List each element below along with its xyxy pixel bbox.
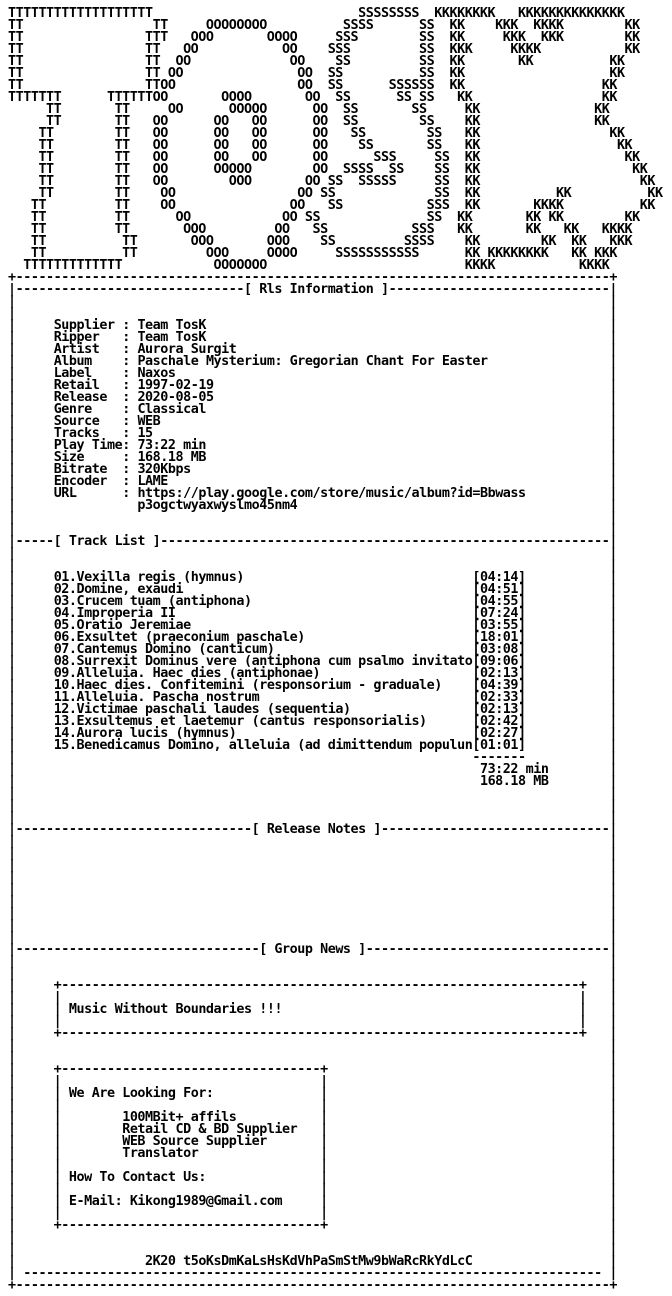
looking-box-blank: | | | | — [8, 1074, 617, 1089]
track-row: | 01.Vexilla regis (hymnus) [04:14] | — [8, 570, 617, 585]
looking-for-entry: WEB Source Supplier — [122, 1134, 267, 1149]
blank-line: | | — [8, 846, 617, 861]
logo-art-row: TT TTT OOO OOOO SSS SS KK KKK KKK KK — [8, 30, 640, 45]
info-label: Tracks — [53, 426, 123, 441]
track-time: [02:13] — [472, 702, 526, 717]
info-value: 320Kbps — [137, 462, 191, 477]
totals-divider: | ------- | — [8, 750, 617, 765]
blank-line: | | — [8, 546, 617, 561]
logo-art-row: TT TT OO OO SSS SS KKK KKKK KK — [8, 42, 640, 57]
track-title: 07.Cantemus Domino (canticum) — [53, 642, 275, 657]
logo-art-row: TT TT OO OOO OO SS SSSSS SS KK KK — [8, 174, 656, 189]
blank-line: | | — [8, 966, 617, 981]
info-row: | Artist : Aurora Surgit | — [8, 342, 617, 357]
blank-line: | | — [8, 1242, 617, 1257]
info-value: 1997-02-19 — [137, 378, 214, 393]
blank-line: | | — [8, 954, 617, 969]
info-label: Size — [53, 450, 123, 465]
blank-line: | | — [8, 918, 617, 933]
logo-art-row: TT TT OO OO SS SSS KK KKKK KK — [8, 198, 656, 213]
looking-for-entry: Translator — [122, 1146, 199, 1161]
info-row: | Size : 168.18 MB | — [8, 450, 617, 465]
looking-box-blank: | | | | — [8, 1206, 617, 1221]
track-time: [02:13] — [472, 666, 526, 681]
info-label: Release — [53, 390, 123, 405]
logo-art-row: TT TT OO OO SS SS KK KK KK — [8, 186, 663, 201]
info-label: Ripper — [53, 330, 123, 345]
motto-box-blank: | | | | — [8, 1014, 617, 1029]
totals-time: | 73:22 min | — [8, 762, 617, 777]
info-value: Aurora Surgit — [137, 342, 237, 357]
info-label: Artist — [53, 342, 123, 357]
blank-line: | | — [8, 1230, 617, 1245]
looking-box-bottom: | +----------------------------------+ | — [8, 1218, 617, 1233]
motto-box-blank: | | | | — [8, 990, 617, 1005]
track-time: [09:06] — [472, 654, 526, 669]
total-size: 168.18 MB — [479, 774, 549, 789]
blank-line: | | — [8, 894, 617, 909]
info-row: | URL : https://play.google.com/store/music/album?id=Bbwass | — [8, 486, 617, 501]
release-notes-heading: |-------------------------------[ Release Notes ]------------------------------| — [8, 822, 617, 837]
track-time: [04:51] — [472, 582, 526, 597]
info-row: | Bitrate : 320Kbps | — [8, 462, 617, 477]
track-title: 01.Vexilla regis (hymnus) — [53, 570, 244, 585]
footer-signature-row: | 2K20 t5oKsDmKaLsHsKdVhPaSmStMw9bWaRcRkYdLcC | — [8, 1254, 617, 1269]
motto-box-top: | +--------------------------------------------------------------------+ | — [8, 978, 617, 993]
track-title: 12.Victimae paschali laudes (sequentia) — [53, 702, 351, 717]
track-title: 06.Exsultet (praeconium paschale) — [53, 630, 305, 645]
frame-bottom: +------------------------------------------------------------------------------+ — [8, 1278, 617, 1293]
info-value: Paschale Mysterium: Gregorian Chant For Easter — [137, 354, 488, 369]
track-title: 10.Haec dies. Confitemini (responsorium - graduale) — [53, 678, 442, 693]
track-row: | 02.Domine, exaudi [04:51] | — [8, 582, 617, 597]
track-time: [04:39] — [472, 678, 526, 693]
release-notes-heading-title: [ Release Notes ] — [251, 822, 381, 837]
track-row: | 06.Exsultet (praeconium paschale) [18:01] | — [8, 630, 617, 645]
info-row: | Genre : Classical | — [8, 402, 617, 417]
nfo-document — [8, 8, 663, 1292]
info-value: 168.18 MB — [137, 450, 206, 465]
track-row: | 15.Benedicamus Domino, alleluia (ad dimittendum populun[01:01] | — [8, 738, 617, 753]
blank-line: | | — [8, 870, 617, 885]
track-list-heading-title: [ Track List ] — [53, 534, 161, 549]
info-label: Play Time — [53, 438, 123, 453]
group-news-heading: |--------------------------------[ Group News ]--------------------------------| — [8, 942, 617, 957]
info-row: | Play Time: 73:22 min | — [8, 438, 617, 453]
track-time: [02:42] — [472, 714, 526, 729]
url-continued: p3ogctwyaxwyslmo45nm4 — [137, 498, 298, 513]
logo-art-row: TT TT OOOOOOOO SSSS SS KK KKK KKKK KK — [8, 18, 640, 33]
blank-line: | | — [8, 306, 617, 321]
logo-art-row: TT TT OOO OOOO SSSSSSSSSSS KK KKKKKKKK KK KKK — [8, 246, 617, 261]
track-time: [04:55] — [472, 594, 526, 609]
logo-art-row: TT TTOO OO SS SSSSSS KK KK — [8, 78, 617, 93]
group-news-heading-title: [ Group News ] — [259, 942, 366, 957]
info-value: Team TosK — [137, 330, 206, 345]
track-row: | 08.Surrexit Dominus vere (antiphona cum psalmo invitato[09:06] | — [8, 654, 617, 669]
logo-art-row: TTTTTTTTTTTTTTTTTTT SSSSSSSS KKKKKKKK KKKKKKKKKKKKKK — [8, 6, 625, 21]
motto-box-line: | | Music Without Boundaries !!! | | — [8, 1002, 617, 1017]
info-value: 2020-08-05 — [137, 390, 214, 405]
footer-frame-inner: | ---------------------------------------------------------------------------- | — [8, 1266, 617, 1281]
looking-box-blank: | | | | — [8, 1158, 617, 1173]
info-value: https://play.google.com/store/music/album?id=Bbwass — [137, 486, 526, 501]
info-row: | Label : Naxos | — [8, 366, 617, 381]
logo-art-row: TT TT OO OO OO OO SSS SS KK KK — [8, 150, 640, 165]
track-title: 09.Alleluia. Haec dies (antiphonae) — [53, 666, 321, 681]
track-time: [02:33] — [472, 690, 526, 705]
looking-box-blank: | | | | — [8, 1098, 617, 1113]
logo-art-row: TT TT OOO OOO SS SSSS KK KK KK KKK — [8, 234, 633, 249]
track-row: | 03.Crucem tuam (antiphona) [04:55] | — [8, 594, 617, 609]
blank-line: | | — [8, 834, 617, 849]
info-value: Classical — [137, 402, 206, 417]
blank-line: | | — [8, 882, 617, 897]
blank-line: | | — [8, 558, 617, 573]
track-row: | 14.Aurora lucis (hymnus) [02:27] | — [8, 726, 617, 741]
email-row: | | E-Mail: Kikong1989@Gmail.com | | — [8, 1194, 617, 1209]
info-label: Supplier — [53, 318, 123, 333]
track-list-heading: |-----[ Track List ]-----------------------------------------------------------| — [8, 534, 617, 549]
info-row: | Retail : 1997-02-19 | — [8, 378, 617, 393]
rls-information-heading: |------------------------------[ Rls Information ]-----------------------------| — [8, 282, 617, 297]
logo-art-row: TT TT OOO OO SS SSS KK KK KK KKKK — [8, 222, 633, 237]
info-label: Retail — [53, 378, 123, 393]
info-row: | Tracks : 15 | — [8, 426, 617, 441]
track-row: | 09.Alleluia. Haec dies (antiphonae) [02:13] | — [8, 666, 617, 681]
track-time: [18:01] — [472, 630, 526, 645]
blank-line: | | — [8, 294, 617, 309]
looking-for-heading: We Are Looking For: — [68, 1086, 214, 1101]
info-label: Album — [53, 354, 123, 369]
info-value: 15 — [137, 426, 153, 441]
track-row: | 12.Victimae paschali laudes (sequentia) [02:13] | — [8, 702, 617, 717]
looking-for-item: | | Translator | | — [8, 1146, 617, 1161]
logo-art-row: TTTTTTT TTTTTTOO OOOO OO SS SS SS KK KK — [8, 90, 617, 105]
track-time: [04:14] — [472, 570, 526, 585]
track-row: | 11.Alleluia. Pascha nostrum [02:33] | — [8, 690, 617, 705]
info-value: 73:22 min — [137, 438, 206, 453]
contact-heading-row: | | How To Contact Us: | | — [8, 1170, 617, 1185]
track-time: [01:01] — [472, 738, 526, 753]
track-title: 11.Alleluia. Pascha nostrum — [53, 690, 260, 705]
info-row: | Supplier : Team TosK | — [8, 318, 617, 333]
group-motto: Music Without Boundaries !!! — [68, 1002, 283, 1017]
blank-line: | | — [8, 1038, 617, 1053]
contact-heading: How To Contact Us: — [68, 1170, 206, 1185]
blank-line: | | — [8, 906, 617, 921]
track-title: 04.Improperia II — [53, 606, 176, 621]
info-row: | Ripper : Team TosK | — [8, 330, 617, 345]
looking-for-entry: 100MBit+ affils — [122, 1110, 237, 1125]
track-row: | 05.Oratio Jeremiae [03:55] | — [8, 618, 617, 633]
motto-box-bottom: | +--------------------------------------------------------------------+ | — [8, 1026, 617, 1041]
looking-heading-row: | | We Are Looking For: | | — [8, 1086, 618, 1101]
logo-art-row: TT TT OO OOOOO OO SSSS SS SS KK KK — [8, 162, 648, 177]
track-title: 13.Exsultemus et laetemur (cantus responsorialis) — [53, 714, 427, 729]
info-row: | Release : 2020-08-05 | — [8, 390, 617, 405]
blank-line: | | — [8, 522, 617, 537]
logo-art-row: TT TT OO OO OO OO SS SS KK KK — [8, 138, 633, 153]
info-row: | Album : Paschale Mysterium: Gregorian Chant For Easter | — [8, 354, 617, 369]
frame-top: +------------------------------------------------------------------------------+ — [8, 270, 617, 285]
logo-art-row: TT TT OO OO SS SS KK KK KK KK — [8, 210, 640, 225]
track-time: [03:08] — [472, 642, 526, 657]
logo-art-row: TT TT OO OO OO OO SS SS KK KK — [8, 126, 625, 141]
blank-line: | | — [8, 510, 617, 525]
track-title: 14.Aurora lucis (hymnus) — [53, 726, 237, 741]
info-row: | Encoder : LAME | — [8, 474, 617, 489]
blank-line: | | — [8, 786, 617, 801]
total-play-time: 73:22 min — [479, 762, 549, 777]
logo-art-row: TTTTTTTTTTTTT OOOOOOO KKKK KKKK — [8, 258, 610, 273]
track-time: [02:27] — [472, 726, 526, 741]
info-label: URL — [53, 486, 123, 501]
blank-line: | | — [8, 798, 617, 813]
info-label: Encoder — [53, 474, 123, 489]
logo-art-row: TT TT OO OO SS SS KK KK KK — [8, 54, 625, 69]
totals-size: | 168.18 MB | — [8, 774, 617, 789]
blank-line: | | — [8, 930, 617, 945]
info-label: Source — [53, 414, 123, 429]
looking-for-item: | | Retail CD & BD Supplier | | — [8, 1122, 617, 1137]
blank-line: | | — [8, 1050, 617, 1065]
logo-art-row: TT TT OO OO SS SS KK KK — [8, 66, 625, 81]
info-label: Bitrate — [53, 462, 123, 477]
track-row: | 10.Haec dies. Confitemini (responsorium - graduale) [04:39] | — [8, 678, 617, 693]
track-title: 08.Surrexit Dominus vere (antiphona cum psalmo invitato — [53, 654, 473, 669]
looking-for-item: | | WEB Source Supplier | | — [8, 1134, 618, 1149]
blank-line: | | — [8, 858, 617, 873]
info-value: LAME — [137, 474, 168, 489]
looking-box-top: | +----------------------------------+ | — [8, 1062, 617, 1077]
looking-for-item: | | 100MBit+ affils | | — [8, 1110, 617, 1125]
track-title: 15.Benedicamus Domino, alleluia (ad dimittendum populun — [53, 738, 473, 753]
track-title: 03.Crucem tuam (antiphona) — [53, 594, 252, 609]
looking-box-blank: | | | | — [8, 1182, 617, 1197]
info-label: Genre — [53, 402, 123, 417]
track-row: | 13.Exsultemus et laetemur (cantus responsorialis) [02:42] | — [8, 714, 617, 729]
track-title: 05.Oratio Jeremiae — [53, 618, 191, 633]
info-value: Team TosK — [137, 318, 206, 333]
track-title: 02.Domine, exaudi — [53, 582, 184, 597]
contact-email: E-Mail: Kikong1989@Gmail.com — [68, 1194, 283, 1209]
blank-line: | | — [8, 810, 617, 825]
info-label: Label — [53, 366, 123, 381]
logo-art-row: TT TT OO OOOOO OO SS SS KK KK — [8, 102, 610, 117]
footer-signature: 2K20 t5oKsDmKaLsHsKdVhPaSmStMw9bWaRcRkYdLcC — [145, 1254, 473, 1269]
looking-for-entry: Retail CD & BD Supplier — [122, 1122, 298, 1137]
track-row: | 04.Improperia II [07:24] | — [8, 606, 617, 621]
track-time: [07:24] — [472, 606, 526, 621]
info-value: Naxos — [137, 366, 176, 381]
info-value: WEB — [137, 414, 161, 429]
track-time: [03:55] — [472, 618, 526, 633]
logo-art-row: TT TT OO OO OO OO SS SS KK KK — [8, 114, 610, 129]
info-row-url-continued: | p3ogctwyaxwyslmo45nm4 | — [8, 498, 617, 513]
totals-divider-dashes: ------- — [472, 750, 526, 765]
info-row: | Source : WEB | — [8, 414, 617, 429]
track-row: | 07.Cantemus Domino (canticum) [03:08] | — [8, 642, 617, 657]
rls-information-heading-title: [ Rls Information ] — [243, 282, 389, 297]
